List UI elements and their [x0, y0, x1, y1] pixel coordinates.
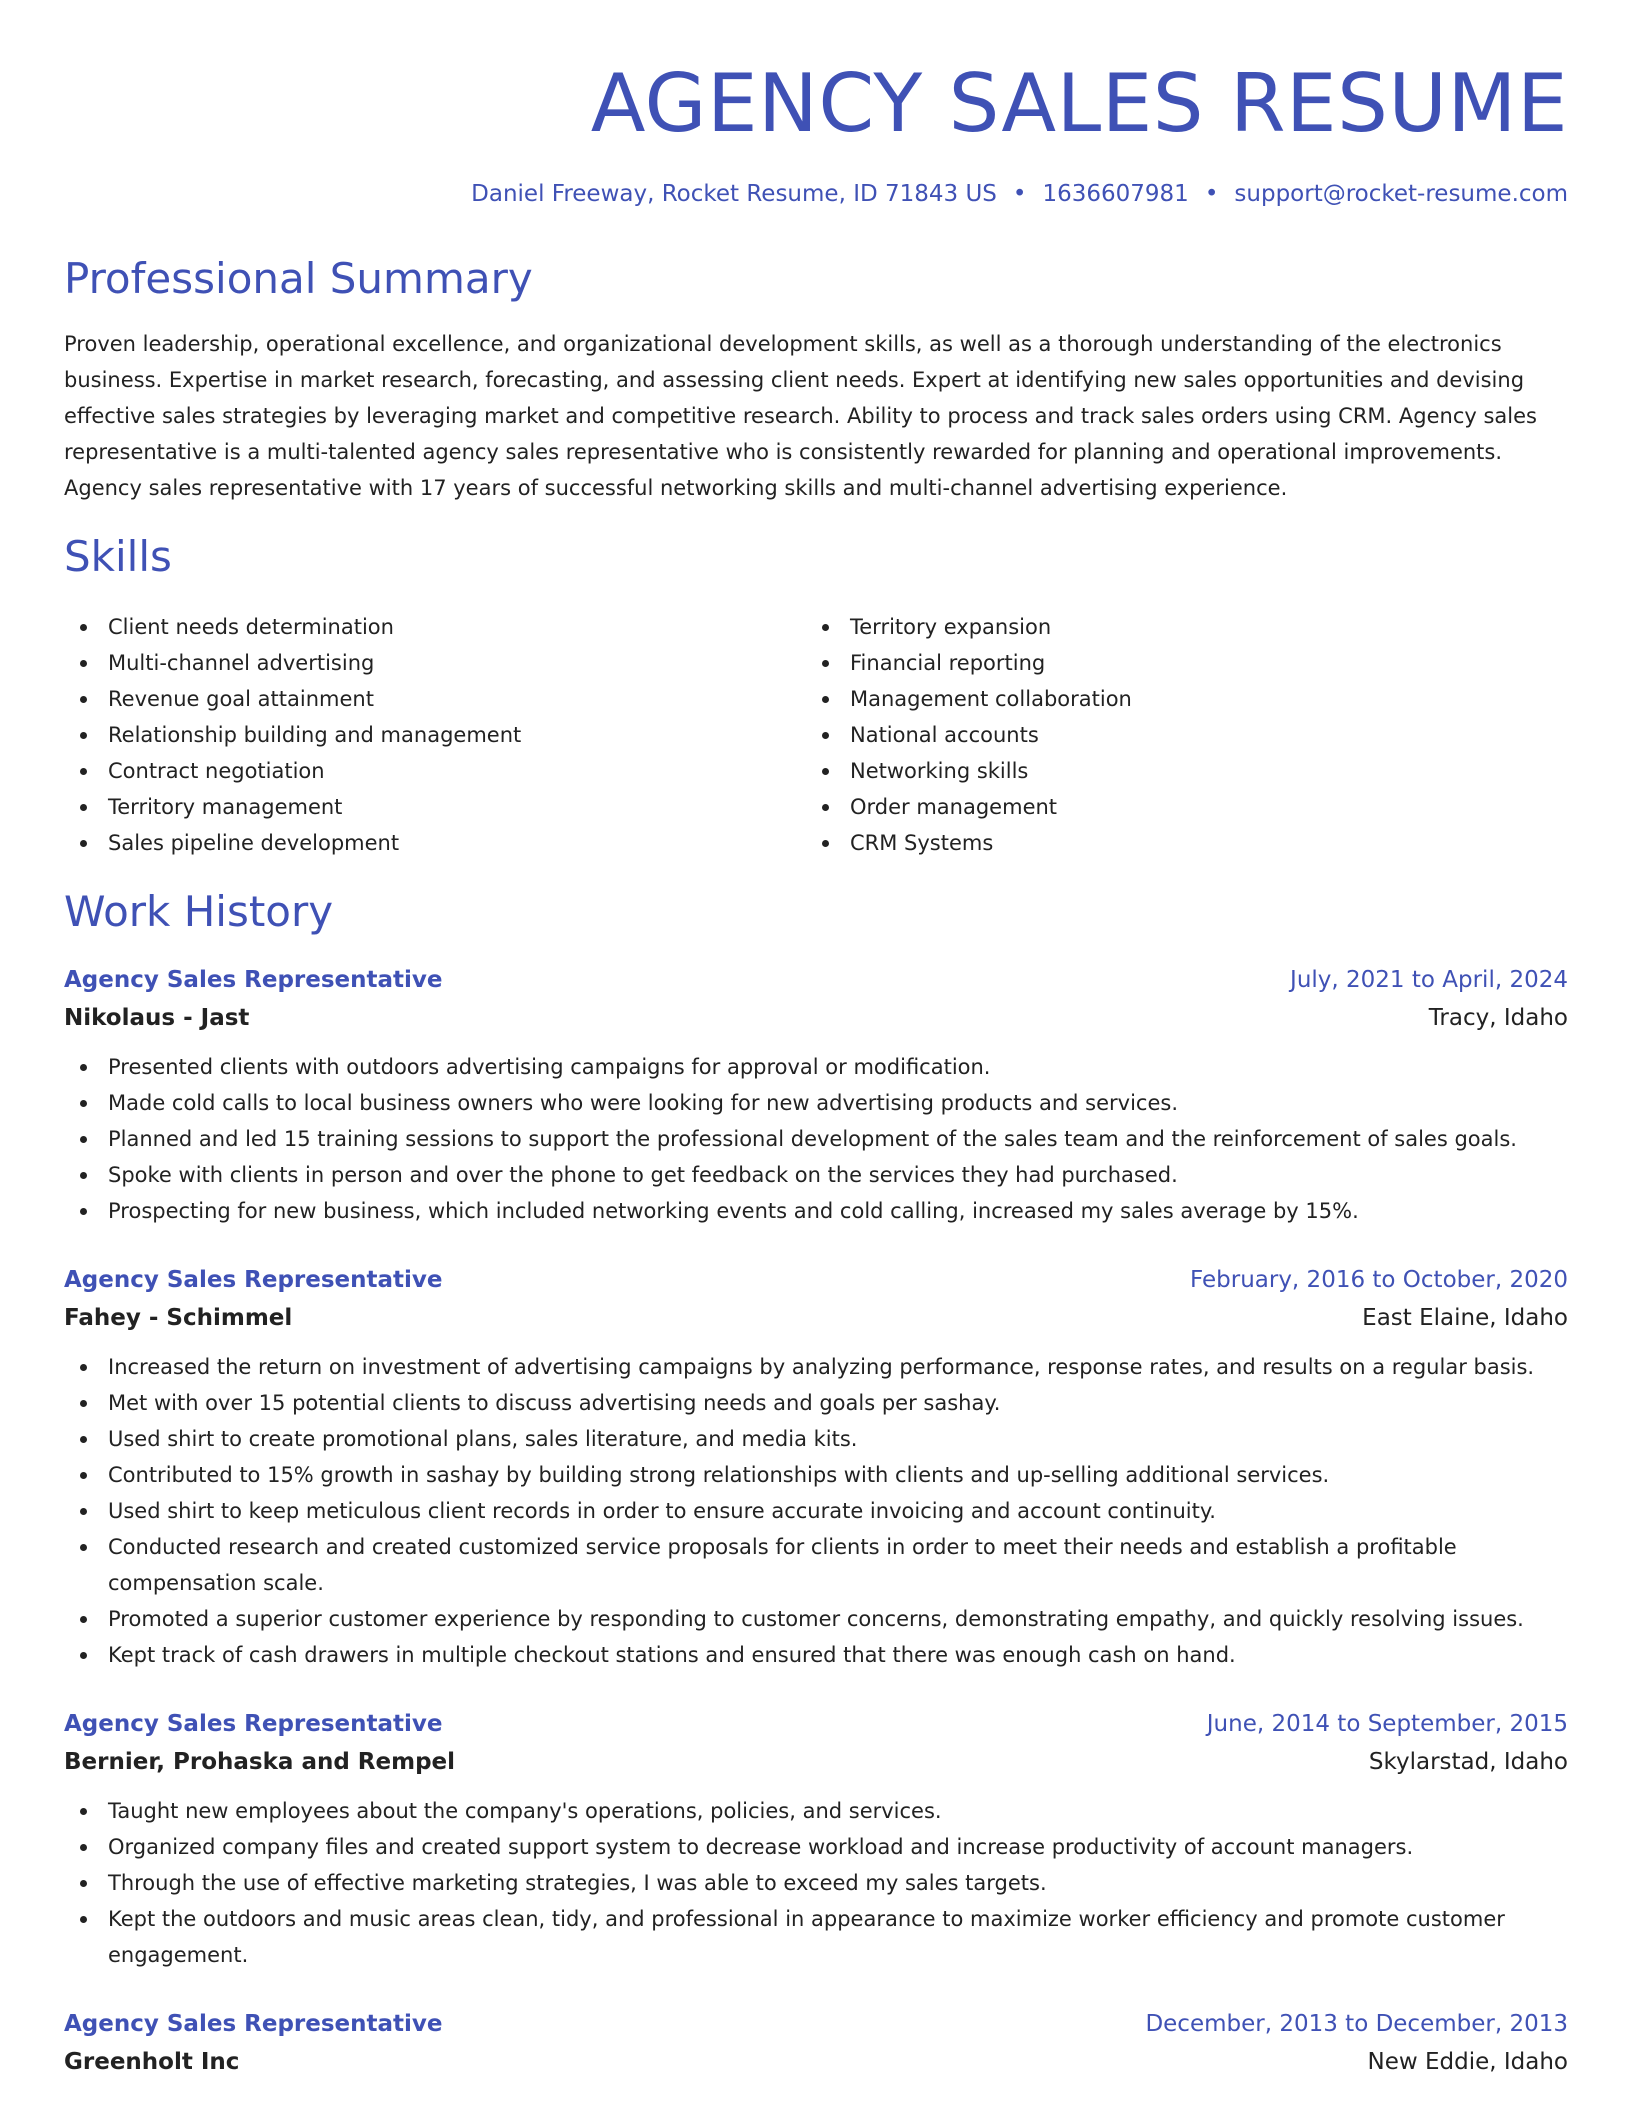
job-bullet: Presented clients with outdoors advertising campaigns for approval or modification. — [64, 1049, 1568, 1085]
skill-item: Relationship building and management — [64, 717, 806, 753]
job-title-row — [64, 1261, 1568, 1299]
skill-item: Sales pipeline development — [64, 825, 806, 861]
job-company-row — [64, 999, 1568, 1037]
contact-phone: 1636607981 — [1042, 181, 1189, 207]
job-entry — [64, 1261, 1568, 1673]
contact-separator: • — [1012, 181, 1027, 207]
skill-item: Revenue goal attainment — [64, 681, 806, 717]
job-dates: December, 2013 to December, 2013 — [1145, 2011, 1568, 2038]
job-title-row — [64, 961, 1568, 999]
job-company-row — [64, 2043, 1568, 2081]
job-title: Agency Sales Representative — [64, 2011, 443, 2038]
job-bullet: Made cold calls to local business owners who were looking for new advertising products and services. — [64, 1085, 1568, 1121]
skill-item: CRM Systems — [806, 825, 1548, 861]
job-bullet: Through the use of effective marketing strategies, I was able to exceed my sales targets. — [64, 1865, 1568, 1901]
skills-grid — [64, 609, 1568, 861]
summary-text: Proven leadership, operational excellence, and organizational development skills, as well as a thorough understanding of the electronics business. Expertise in market research, forecasting, and assessing client needs. Expert at identifying new sales opportunities and devising effective sales strategies by leveraging market and competitive research. Ability to process and track sales orders using CRM. Agency sales representative is a multi-talented agency sales representative who is consistently rewarded for planning and operational improvements. Agency sales representative with 17 years of successful networking skills and multi-channel advertising experience. — [64, 332, 1537, 501]
job-title: Agency Sales Representative — [64, 1267, 443, 1294]
skill-item: Networking skills — [806, 753, 1548, 789]
job-title: Agency Sales Representative — [64, 1711, 443, 1738]
job-location: Tracy, Idaho — [1428, 1005, 1568, 1032]
skill-item: National accounts — [806, 717, 1548, 753]
job-entry — [64, 2005, 1568, 2081]
skills-heading: Skills — [64, 532, 172, 582]
skill-item: Client needs determination — [64, 609, 806, 645]
job-bullet: Taught new employees about the company's operations, policies, and services. — [64, 1793, 1568, 1829]
job-title-row — [64, 1705, 1568, 1743]
work-history-list — [64, 961, 1568, 2081]
job-location: New Eddie, Idaho — [1367, 2049, 1568, 2076]
job-bullet: Prospecting for new business, which included networking events and cold calling, increased my sales average by 15%. — [64, 1193, 1568, 1229]
job-bullet: Used shirt to keep meticulous client records in order to ensure accurate invoicing and account continuity. — [64, 1493, 1568, 1529]
job-company: Nikolaus - Jast — [64, 1005, 250, 1032]
skills-right-column — [806, 609, 1548, 861]
contact-line — [64, 180, 1568, 210]
job-bullet: Conducted research and created customized service proposals for clients in order to meet their needs and establish a profitable compensation scale. — [64, 1529, 1568, 1601]
skill-item: Territory expansion — [806, 609, 1548, 645]
work-history-heading: Work History — [64, 886, 334, 936]
job-title: Agency Sales Representative — [64, 967, 443, 994]
skill-item: Order management — [806, 789, 1548, 825]
job-bullet: Promoted a superior customer experience by responding to customer concerns, demonstrating empathy, and quickly resolving issues. — [64, 1601, 1568, 1637]
job-bullet: Met with over 15 potential clients to discuss advertising needs and goals per sashay. — [64, 1385, 1568, 1421]
job-bullets — [64, 1793, 1568, 1973]
skill-item: Territory management — [64, 789, 806, 825]
job-bullet: Contributed to 15% growth in sashay by building strong relationships with clients and up-selling additional services. — [64, 1457, 1568, 1493]
job-dates: July, 2021 to April, 2024 — [1290, 967, 1568, 994]
job-bullets — [64, 1049, 1568, 1229]
job-dates: June, 2014 to September, 2015 — [1206, 1711, 1568, 1738]
skill-item: Management collaboration — [806, 681, 1548, 717]
job-entry — [64, 1705, 1568, 1973]
skills-left-column — [64, 609, 806, 861]
skill-item: Multi-channel advertising — [64, 645, 806, 681]
job-bullet: Kept the outdoors and music areas clean, tidy, and professional in appearance to maximize worker efficiency and promote customer engagement. — [64, 1901, 1568, 1973]
resume-page — [64, 0, 1568, 2081]
job-title-row — [64, 2005, 1568, 2043]
contact-email: support@rocket-resume.com — [1234, 181, 1568, 207]
job-bullet: Planned and led 15 training sessions to support the professional development of the sales team and the reinforcement of sales goals. — [64, 1121, 1568, 1157]
job-bullet: Increased the return on investment of advertising campaigns by analyzing performance, response rates, and results on a regular basis. — [64, 1349, 1568, 1385]
job-company: Bernier, Prohaska and Rempel — [64, 1749, 456, 1776]
job-company: Fahey - Schimmel — [64, 1305, 293, 1332]
job-location: Skylarstad, Idaho — [1368, 1749, 1568, 1776]
job-bullet: Kept track of cash drawers in multiple checkout stations and ensured that there was enough cash on hand. — [64, 1637, 1568, 1673]
summary-heading: Professional Summary — [64, 253, 533, 303]
job-bullet: Used shirt to create promotional plans, sales literature, and media kits. — [64, 1421, 1568, 1457]
contact-separator: • — [1204, 181, 1219, 207]
job-bullet: Spoke with clients in person and over the phone to get feedback on the services they had purchased. — [64, 1157, 1568, 1193]
resume-title: AGENCY SALES RESUME — [590, 57, 1568, 150]
job-bullet: Organized company files and created support system to decrease workload and increase productivity of account managers. — [64, 1829, 1568, 1865]
skill-item: Financial reporting — [806, 645, 1548, 681]
contact-address: Daniel Freeway, Rocket Resume, ID 71843 US — [471, 181, 997, 207]
job-company: Greenholt Inc — [64, 2049, 240, 2076]
job-entry — [64, 961, 1568, 1229]
job-company-row — [64, 1299, 1568, 1337]
job-company-row — [64, 1743, 1568, 1781]
job-bullets — [64, 1349, 1568, 1673]
skill-item: Contract negotiation — [64, 753, 806, 789]
job-location: East Elaine, Idaho — [1362, 1305, 1568, 1332]
job-dates: February, 2016 to October, 2020 — [1190, 1267, 1568, 1294]
